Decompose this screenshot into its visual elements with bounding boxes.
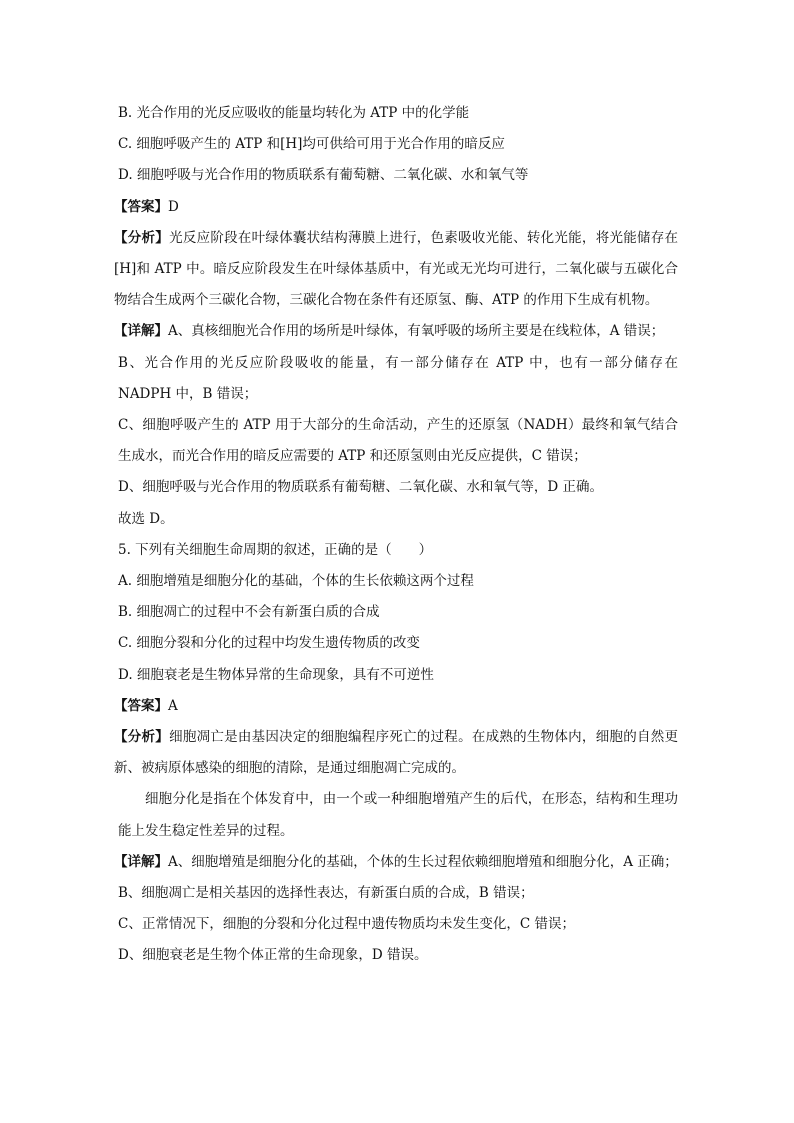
q5-option-c: C. 细胞分裂和分化的过程中均发生遗传物质的改变 [118,635,420,652]
q5-stem: 5. 下列有关细胞生命周期的叙述，正确的是（ ） [118,541,433,558]
q5-detail-c: C、正常情况下，细胞的分裂和分化过程中遗传物质均未发生变化，C 错误； [118,916,575,933]
q4-conclusion: 故选 D。 [118,510,174,527]
q5-option-d: D. 细胞衰老是生物体异常的生命现象，具有不可逆性 [118,666,434,683]
detail-a-text: A、细胞增殖是细胞分化的基础，个体的生长过程依赖细胞增殖和细胞分化，A 正确； [168,853,678,870]
analysis-text-1: 细胞凋亡是由基因决定的细胞编程序死亡的过程。在成熟的生物体内，细胞的自然更新、被病原体感染的细胞的清除，是通过细胞凋亡完成的。 [114,729,679,777]
q4-detail-b: B、光合作用的光反应阶段吸收的能量，有一部分储存在 ATP 中，也有一部分储存在 NADPH 中，B 错误； [118,354,678,402]
q5-analysis-2: 细胞分化是指在个体发育中，由一个或一种细胞增殖产生的后代，在形态，结构和生理功能上发生稳定性差异的过程。 [118,791,678,839]
answer-tag: 【答案】 [114,697,168,714]
detail-tag: 【详解】 [114,323,168,340]
q4-option-c: C. 细胞呼吸产生的 ATP 和[H]均可供给可用于光合作用的暗反应 [118,136,505,153]
document-body [114,98,679,972]
analysis-tag: 【分析】 [114,229,170,246]
detail-a-text: A、真核细胞光合作用的场所是叶绿体，有氧呼吸的场所主要是在线粒体，A 错误； [168,323,665,340]
analysis-text: 光反应阶段在叶绿体囊状结构薄膜上进行，色素吸收光能、转化光能，将光能储存在[H]和 ATP 中。暗反应阶段发生在叶绿体基质中，有光或无光均可进行，二氧化碳与五碳化合物结合生成两个三碳化合物，三碳化合物在条件有还原氢、酶、ATP 的作用下生成有机物。 [114,229,679,309]
answer-tag: 【答案】 [114,198,168,215]
q4-option-d: D. 细胞呼吸与光合作用的物质联系有葡萄糖、二氧化碳、水和氧气等 [118,167,529,184]
answer-value: A [168,697,178,714]
q4-detail-a [114,316,678,347]
q5-option-a: A. 细胞增殖是细胞分化的基础，个体的生长依赖这两个过程 [118,573,474,590]
q4-option-b: B. 光合作用的光反应吸收的能量均转化为 ATP 中的化学能 [118,105,470,121]
q4-detail-d: D、细胞呼吸与光合作用的物质联系有葡萄糖、二氧化碳、水和氧气等，D 正确。 [118,479,603,496]
q5-detail-d: D、细胞衰老是生物个体正常的生命现象，D 错误。 [118,947,428,964]
q4-answer [114,192,678,223]
q4-detail-c: C、细胞呼吸产生的 ATP 用于大部分的生命活动，产生的还原氢（NADH）最终和氧气结合生成水，而光合作用的暗反应需要的 ATP 和还原氢则由光反应提供，C 错误； [118,417,678,465]
q4-analysis [114,223,678,317]
q5-detail-a [114,847,678,878]
answer-value: D [168,198,179,215]
analysis-tag: 【分析】 [114,729,170,746]
q5-detail-b: B、细胞凋亡是相关基因的选择性表达，有新蛋白质的合成，B 错误； [118,885,534,902]
detail-tag: 【详解】 [114,853,168,870]
q5-option-b: B. 细胞凋亡的过程中不会有新蛋白质的合成 [118,604,380,621]
q5-answer [114,691,678,722]
q5-analysis-1 [114,722,678,784]
